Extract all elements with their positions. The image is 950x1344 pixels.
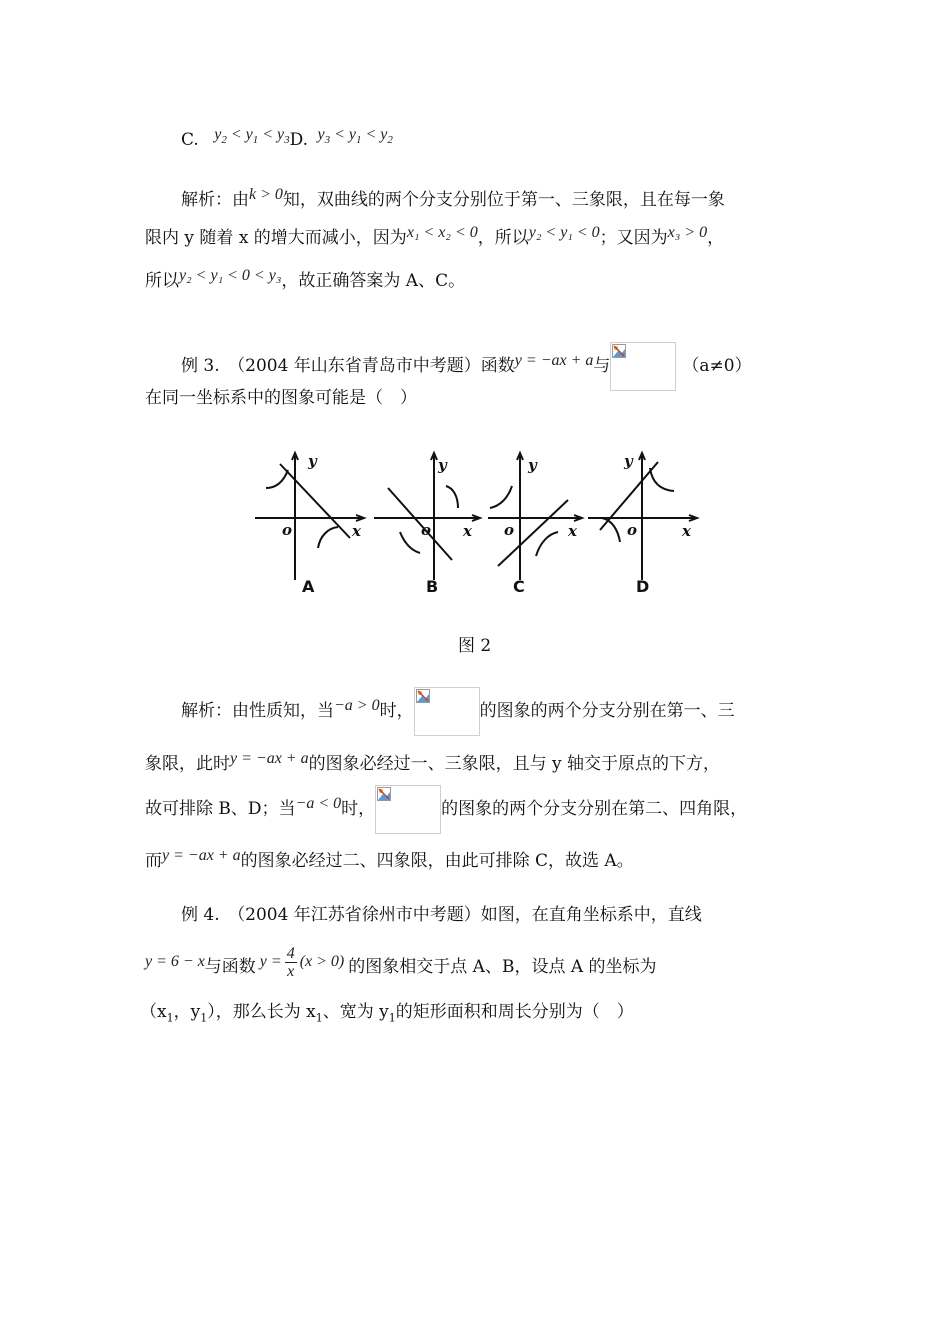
origin-label-b: o (421, 521, 432, 539)
axis-x-label-a: x (352, 522, 361, 540)
axis-y-label-d: y (624, 452, 633, 470)
analysis1-line3: 所以y₂ < y₁ < 0 < y₃，故正确答案为 A、C。 (145, 267, 466, 291)
example4-line1: 例 4. （2004 年江苏省徐州市中考题）如图，在直角坐标系中，直线 (181, 905, 702, 925)
analysis2-line1: 解析：由性质知，当−a > 0时， 的图象的两个分支分别在第一、三 (181, 686, 735, 737)
axis-x-label-c: x (568, 522, 577, 540)
analysis2-line2: 象限，此时y = −ax + a的图象必经过一、三象限，且与 y 轴交于原点的下方， (145, 750, 721, 774)
option-c-label: C. (181, 130, 199, 150)
option-d-label: D. (289, 130, 309, 150)
graph-a (255, 453, 364, 580)
axis-x-label-b: x (463, 522, 472, 540)
axis-y-label-a: y (308, 452, 317, 470)
example4-line3: （$x_1$，$y_1$），那么长为 $x_1$、宽为 $y_1$的矩形面积和周长分别为（ ） (140, 1002, 634, 1025)
graph-b (374, 453, 480, 580)
math-k-positive: k > 0 (249, 186, 283, 203)
math-y-full-order: y₂ < y₁ < 0 < y₃ (179, 267, 282, 284)
figure-caption: 图 2 (458, 636, 492, 656)
graph-label-d: D (636, 577, 650, 596)
graph-label-c: C (513, 577, 525, 596)
example4-line2: y = 6 − x与函数 y = $\frac{4}{x}$ (x > 0) 的图象相交于点 A、B，设点 A 的坐标为 (145, 942, 657, 993)
math-linear-function-2: y = −ax + a (230, 750, 309, 767)
graph-label-a: A (302, 577, 315, 596)
origin-label-a: o (282, 521, 293, 539)
analysis2-line3: 故可排除 B、D；当−a < 0时， 的图象的两个分支分别在第二、四角限， (145, 784, 747, 835)
broken-image-icon (375, 785, 441, 834)
option-d-expr: $y_3 < y_1 < y_2$ (317, 126, 393, 147)
math-linear-function: y = −ax + a (514, 352, 594, 369)
math-y-order: y₂ < y₁ < 0 (528, 224, 600, 241)
example3-line2: 在同一坐标系中的图象可能是（ ） (145, 388, 417, 408)
math-line-6-minus-x: y = 6 − x (145, 953, 205, 970)
math-inverse-function: y = $\frac{4}{x}$ (x > 0) (259, 944, 345, 980)
option-c-expr: $y_2 < y_1 < y_3$ (214, 126, 290, 147)
broken-image-icon (610, 342, 676, 391)
axis-y-label-c: y (528, 456, 537, 474)
graph-d (588, 453, 697, 580)
analysis1-line1: 解析：由k > 0知，双曲线的两个分支分别位于第一、三象限，且在每一象 (181, 186, 725, 210)
figure-2-graphs (250, 448, 700, 608)
math-neg-a-positive: −a > 0 (334, 697, 380, 714)
axis-y-label-b: y (438, 456, 447, 474)
math-linear-function-3: y = −ax + a (162, 847, 241, 864)
axis-x-label-d: x (682, 522, 691, 540)
broken-image-icon (414, 687, 480, 736)
math-x-order: x₁ < x₂ < 0 (406, 224, 478, 241)
math-x3-positive: x₃ > 0 (667, 224, 708, 241)
graph-label-b: B (426, 577, 439, 596)
example3-line1: 例 3. （2004 年山东省青岛市中考题）函数y = −ax + a与 （a≠0） (181, 341, 752, 392)
origin-label-c: o (504, 521, 515, 539)
math-neg-a-negative: −a < 0 (295, 795, 342, 812)
options-line (181, 128, 393, 158)
analysis2-line4: 而y = −ax + a的图象必经过二、四象限，由此可排除 C，故选 A。 (145, 847, 634, 871)
origin-label-d: o (627, 521, 638, 539)
analysis1-line2: 限内 y 随着 x 的增大而减小，因为x₁ < x₂ < 0，所以y₂ < y₁ < 0；又因为x₃ > 0， (145, 224, 725, 248)
